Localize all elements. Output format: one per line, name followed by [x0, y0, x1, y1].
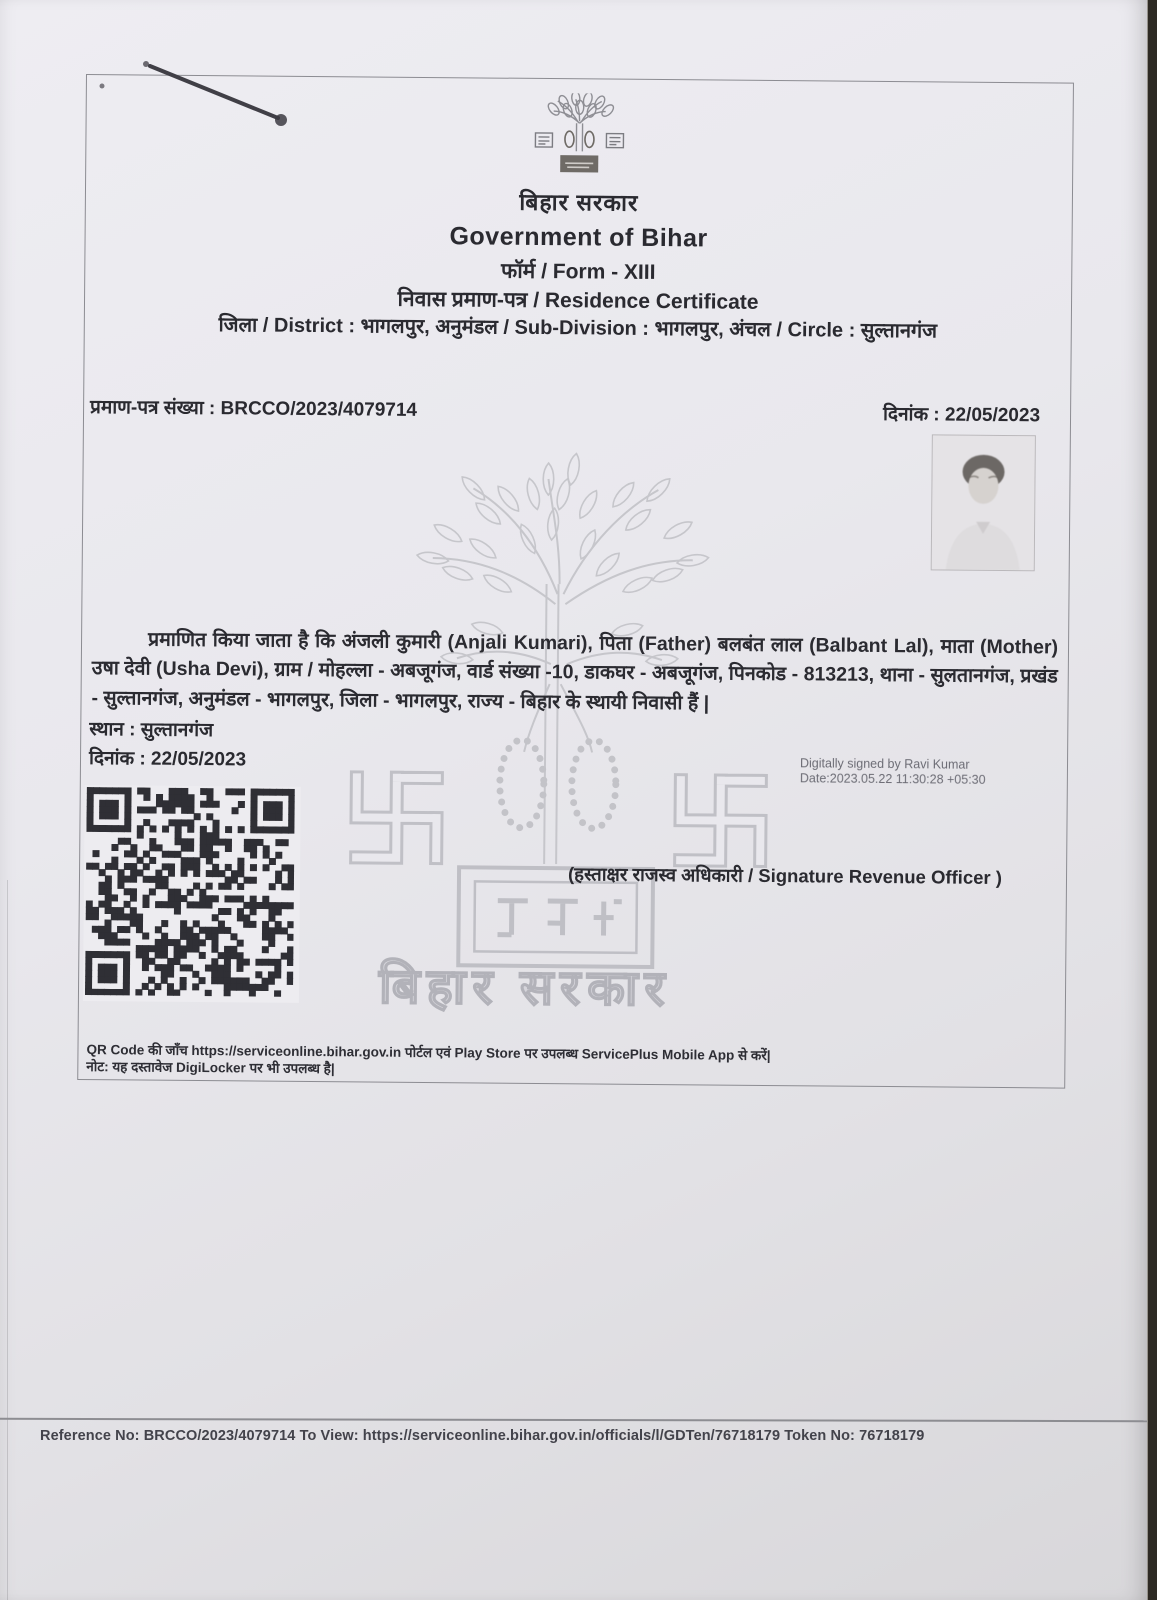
- place-date-block: [89, 715, 247, 774]
- qr-verification-note: [86, 1041, 770, 1081]
- certificate-frame: [77, 74, 1074, 1089]
- watermark-text: बिहार सरकार: [378, 959, 672, 1017]
- bihar-emblem-icon: [527, 93, 632, 182]
- qr-note-line1: QR Code की जाँच https://serviceonline.bihar.gov.in पोर्टल एवं Play Store पर उपलब्ध ServicePlus Mobile App से करें|: [86, 1042, 771, 1064]
- place-line: स्थान : सुल्तानगंज: [89, 719, 214, 742]
- form-number: फॉर्म / Form - XIII: [501, 259, 656, 284]
- district-line: जिला / District : भागलपुर, अनुमंडल / Sub-Division : भागलपुर, अंचल / Circle : सुल्तानगंज: [218, 314, 938, 343]
- issue-date: दिनांक : 22/05/2023: [882, 403, 1041, 427]
- government-name-english: Government of Bihar: [449, 222, 708, 253]
- qr-code: [83, 785, 301, 1003]
- footer-reference: Reference No: BRCCO/2023/4079714 To View: https://serviceonline.bihar.gov.in/officials/l/GDTen/76718179 Token No: 76718179: [40, 1428, 925, 1444]
- digital-signature-line2: Date:2023.05.22 11:30:28 +05:30: [799, 771, 986, 787]
- pen-scratch-mark: [88, 22, 308, 137]
- signature-caption-hindi: (हस्ताक्षर राजस्व अधिकारी /: [567, 863, 759, 886]
- qr-note-line2: नोट: यह दस्तावेज DigiLocker पर भी उपलब्ध है|: [86, 1059, 335, 1077]
- digital-signature-line1: Digitally signed by Ravi Kumar: [799, 756, 970, 772]
- date-line: दिनांक : 22/05/2023: [88, 748, 247, 771]
- applicant-photo: [931, 434, 1036, 571]
- footer-divider: [0, 1418, 1147, 1422]
- certificate-title: निवास प्रमाण-पत्र / Residence Certificate: [397, 287, 759, 314]
- certificate-number: प्रमाण-पत्र संख्या : BRCCO/2023/4079714: [89, 397, 418, 421]
- digital-signature-stamp: [800, 756, 986, 788]
- signature-caption-english: Signature Revenue Officer ): [758, 864, 1003, 889]
- certificate-body: प्रमाणित किया जाता है कि अंजली कुमारी (Anjali Kumari), पिता (Father) बलबंत लाल (Balbant Lal), माता (Mother) उषा देवी (Usha Devi), ग्राम / मोहल्ला - अबजूगंज, वार्ड संख्या -10, डाकघर - अबजूगंज, पिनकोड - 813213, थाना - सुलतानगंज, प्रखंड - सुल्तानगंज, अनुमंडल - भागलपुर, जिला - भागलपुर, राज्य - बिहार के स्थायी निवासी हैं |: [91, 628, 1059, 714]
- government-name-hindi: बिहार सरकार: [519, 188, 639, 216]
- signature-caption: [568, 861, 1002, 890]
